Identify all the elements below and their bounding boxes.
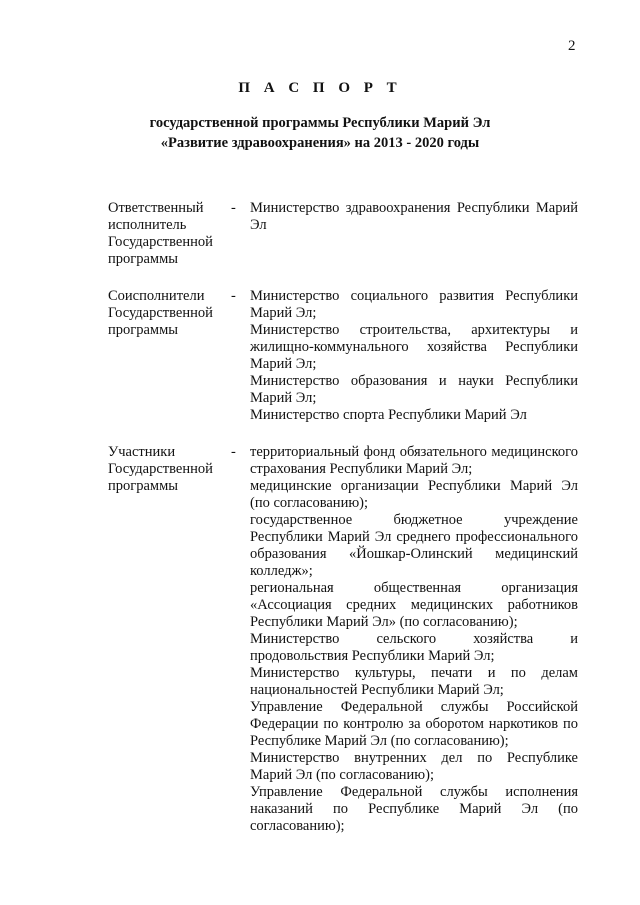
list-item: Министерство сельского хозяйства и продовольствия Республики Марий Эл; bbox=[250, 631, 578, 664]
label-line: Государственной bbox=[108, 461, 213, 477]
list-item: территориальный фонд обязательного медицинского страхования Республики Марий Эл; bbox=[250, 444, 578, 477]
section-content bbox=[250, 444, 578, 835]
list-item: Министерство внутренних дел по Республике Марий Эл (по согласованию); bbox=[250, 750, 578, 783]
page-number: 2 bbox=[568, 38, 576, 54]
list-item: медицинские организации Республики Марий Эл (по согласованию); bbox=[250, 478, 578, 511]
label-line: Ответственный bbox=[108, 200, 204, 216]
subtitle-line: «Развитие здравоохранения» на 2013 - 2020 годы bbox=[160, 135, 480, 151]
label-line: Государственной bbox=[108, 234, 213, 250]
list-item: Управление Федеральной службы исполнения наказаний по Республике Марий Эл (по согласованию); bbox=[250, 784, 578, 834]
section-content bbox=[250, 200, 578, 234]
section-label bbox=[108, 288, 228, 339]
label-line: Участники bbox=[108, 444, 176, 460]
label-line: программы bbox=[108, 478, 178, 494]
section-label bbox=[108, 444, 228, 495]
label-line: Государственной bbox=[108, 305, 213, 321]
label-line: исполнитель bbox=[108, 217, 187, 233]
section-dash: - bbox=[231, 444, 236, 460]
list-item: Министерство социального развития Республики Марий Эл; bbox=[250, 288, 578, 321]
label-line: Соисполнители bbox=[108, 288, 205, 304]
label-line: программы bbox=[108, 322, 178, 338]
list-item: региональная общественная организация «Ассоциация средних медицинских работников Республики Марий Эл» (по согласованию); bbox=[250, 580, 578, 630]
document-subtitle bbox=[0, 113, 640, 153]
section-dash: - bbox=[231, 288, 236, 304]
section-label bbox=[108, 200, 228, 268]
list-item: Министерство спорта Республики Марий Эл bbox=[250, 407, 527, 423]
section-content bbox=[250, 288, 578, 424]
list-item: Министерство строительства, архитектуры и жилищно-коммунального хозяйства Республики Марий Эл; bbox=[250, 322, 578, 372]
section-dash: - bbox=[231, 200, 236, 216]
list-item: Управление Федеральной службы Российской Федерации по контролю за оборотом наркотиков по Республике Марий Эл (по согласованию); bbox=[250, 699, 578, 749]
subtitle-line: государственной программы Республики Марий Эл bbox=[149, 115, 491, 131]
list-item: Министерство здравоохранения Республики Марий Эл bbox=[250, 200, 578, 233]
document-title: П А С П О Р Т bbox=[238, 80, 402, 96]
list-item: Министерство культуры, печати и по делам национальностей Республики Марий Эл; bbox=[250, 665, 578, 698]
label-line: программы bbox=[108, 251, 178, 267]
list-item: Министерство образования и науки Республики Марий Эл; bbox=[250, 373, 578, 406]
list-item: государственное бюджетное учреждение Республики Марий Эл среднего профессионального образования «Йошкар-Олинский медицинский колледж»; bbox=[250, 512, 578, 579]
